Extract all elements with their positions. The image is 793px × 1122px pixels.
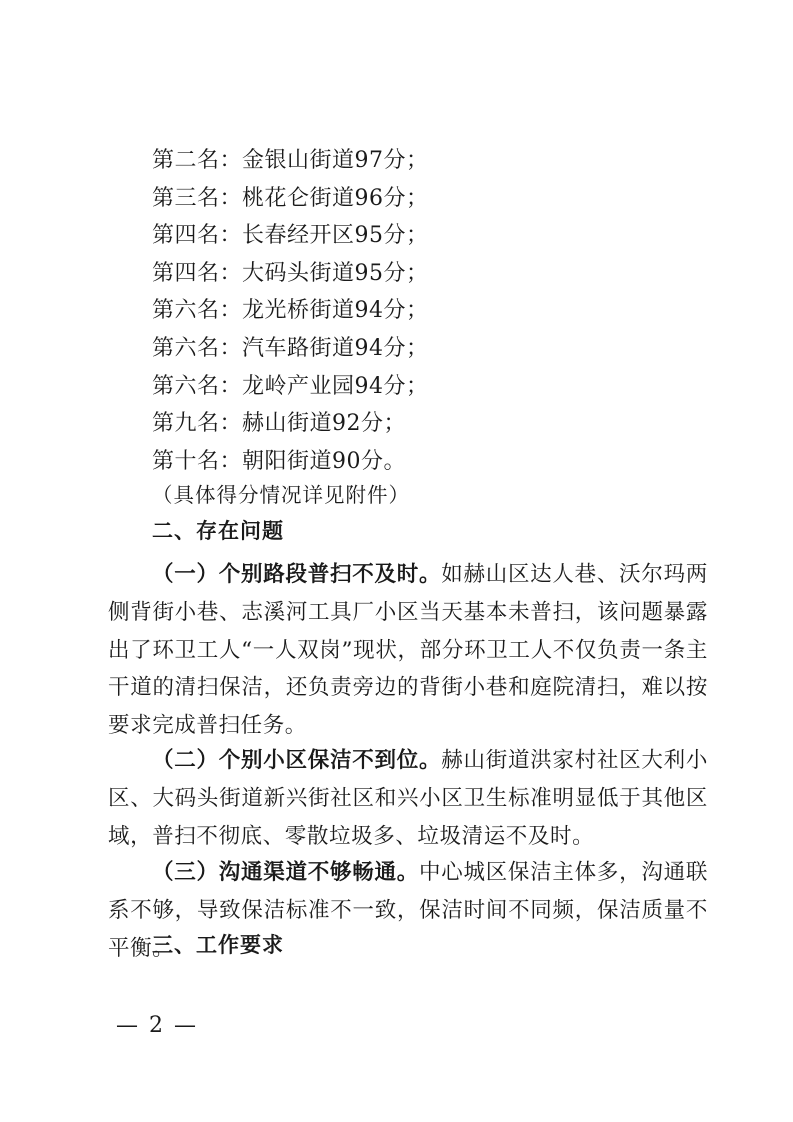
section-heading-problems: 二、存在问题 xyxy=(152,519,284,543)
problem-lead: （二）个别小区保洁不到位。 xyxy=(152,748,442,773)
ranking-item: 第六名：龙岭产业园94分； xyxy=(152,373,429,399)
ranking-item: 第四名：大码头街道95分； xyxy=(152,260,429,286)
attachment-note: （具体得分情况详见附件） xyxy=(152,483,410,507)
ranking-item: 第九名：赫山街道92分； xyxy=(152,411,406,437)
ranking-list xyxy=(152,142,429,480)
problem-body: 中心城区保洁主体多，沟通联系不够，导致保洁标准不一致，保洁时间不同频，保洁质量不平衡。 xyxy=(108,860,708,961)
problem-lead: （三）沟通渠道不够畅通。 xyxy=(152,860,419,885)
ranking-item: 第十名：朝阳街道90分。 xyxy=(152,448,406,474)
problem-body: 赫山街道洪家村社区大利小区、大码头街道新兴街社区和兴小区卫生标准明显低于其他区域，普扫不彻底、零散垃圾多、垃圾清运不及时。 xyxy=(108,748,709,849)
problem-paragraph xyxy=(108,556,708,745)
page-number: — 2 — xyxy=(116,1013,198,1038)
section-heading-requirements: 三、工作要求 xyxy=(152,933,284,957)
ranking-item: 第六名：汽车路街道94分； xyxy=(152,335,429,361)
ranking-item: 第六名：龙光桥街道94分； xyxy=(152,298,429,324)
ranking-item: 第三名：桃花仑街道96分； xyxy=(152,185,429,211)
problem-body: 如赫山区达人巷、沃尔玛两侧背街小巷、志溪河工具厂小区当天基本未普扫，该问题暴露出了环卫工人“一人双岗”现状，部分环卫工人不仅负责一条主干道的清扫保洁，还负责旁边的背街小巷和庭院清扫，难以按要求完成普扫任务。 xyxy=(108,562,709,739)
problem-lead: （一）个别路段普扫不及时。 xyxy=(152,562,442,587)
ranking-item: 第二名：金银山街道97分； xyxy=(152,148,429,173)
problem-paragraph xyxy=(108,742,708,855)
ranking-item: 第四名：长春经开区95分； xyxy=(152,223,429,249)
